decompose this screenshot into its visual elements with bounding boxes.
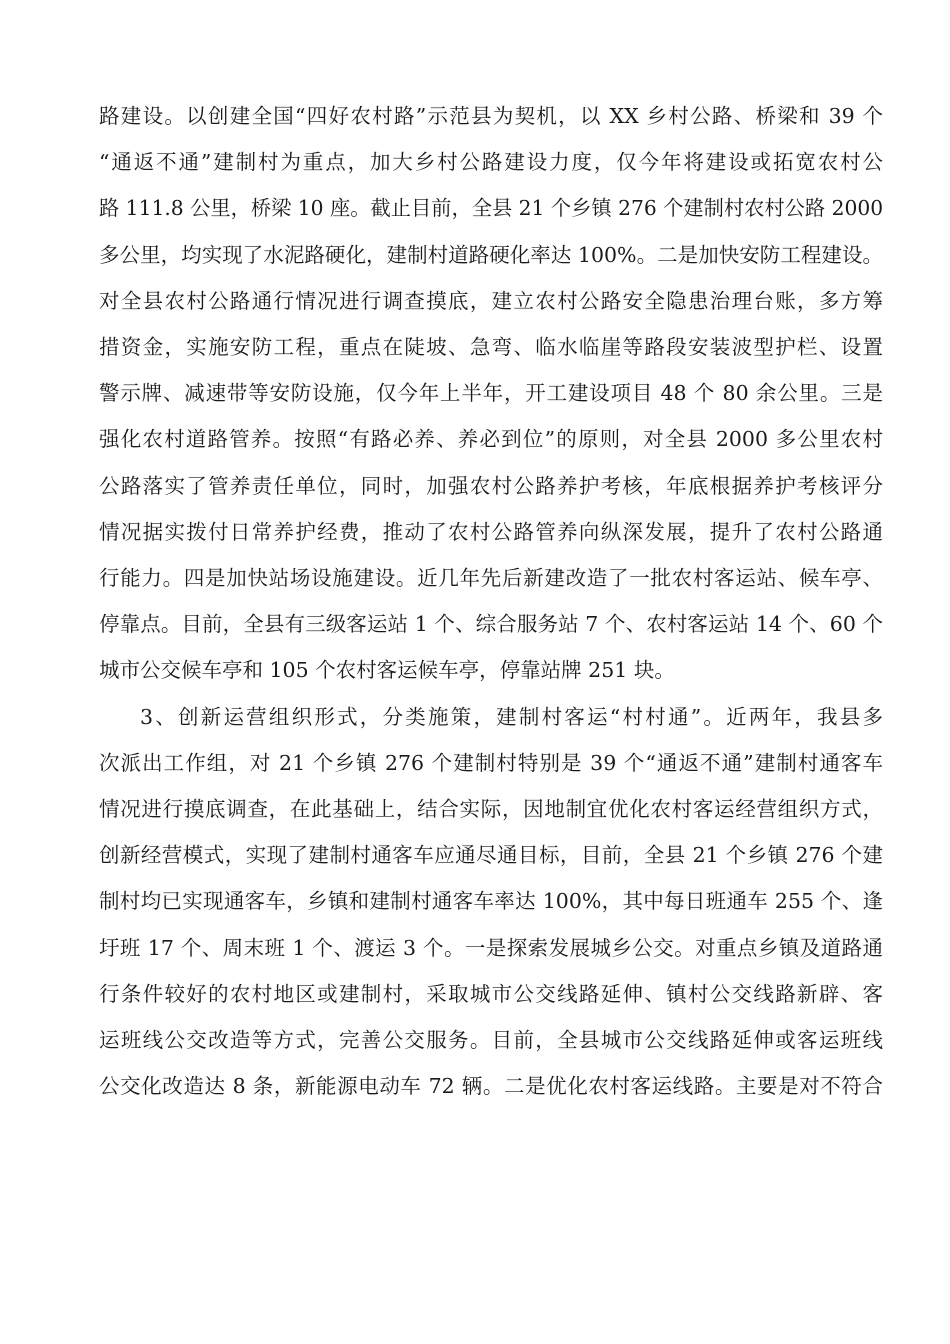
text-line: 制村均已实现通客车，乡镇和建制村通客车率达 100%，其中每日班通车 255 个、逢 [99, 889, 883, 914]
text-line: “通返不通”建制村为重点，加大乡村公路建设力度，仅今年将建设或拓宽农村公 [99, 150, 883, 175]
text-line: 公路落实了管养责任单位，同时，加强农村公路养护考核，年底根据养护考核评分 [99, 473, 883, 498]
text-line: 次派出工作组，对 21 个乡镇 276 个建制村特别是 39 个“通返不通”建制村通客车 [99, 750, 883, 775]
text-line: 行条件较好的农村地区或建制村，采取城市公交线路延伸、镇村公交线路新辟、客 [99, 981, 883, 1006]
text-line: 多公里，均实现了水泥路硬化，建制村道路硬化率达 100%。二是加快安防工程建设。 [99, 242, 883, 267]
paragraph-road-construction [99, 93, 883, 694]
text-line: 情况进行摸底调查，在此基础上，结合实际，因地制宜优化农村客运经营组织方式， [99, 797, 883, 822]
text-line: 路建设。以创建全国“四好农村路”示范县为契机，以 XX 乡村公路、桥梁和 39 个 [99, 104, 883, 128]
paragraph-village-bus-service [99, 694, 883, 1110]
text-line: 警示牌、减速带等安防设施，仅今年上半年，开工建设项目 48 个 80 余公里。三是 [99, 381, 883, 406]
text-line: 城市公交候车亭和 105 个农村客运候车亭，停靠站牌 251 块。 [99, 658, 675, 683]
text-line: 圩班 17 个、周末班 1 个、渡运 3 个。一是探索发展城乡公交。对重点乡镇及道路通 [99, 935, 883, 960]
text-line: 运班线公交改造等方式，完善公交服务。目前，全县城市公交线路延伸或客运班线 [99, 1028, 883, 1053]
text-line: 情况据实拨付日常养护经费，推动了农村公路管养向纵深发展，提升了农村公路通 [99, 519, 883, 544]
text-line: 公交化改造达 8 条，新能源电动车 72 辆。二是优化农村客运线路。主要是对不符合 [99, 1074, 883, 1099]
text-line: 创新经营模式，实现了建制村通客车应通尽通目标，目前，全县 21 个乡镇 276 个建 [99, 843, 883, 868]
text-line: 3、创新运营组织形式，分类施策，建制村客运“村村通”。近两年，我县多 [140, 704, 883, 729]
text-line: 停靠点。目前，全县有三级客运站 1 个、综合服务站 7 个、农村客运站 14 个、60 个 [99, 612, 883, 637]
document-body [99, 93, 883, 1109]
text-line: 对全县农村公路通行情况进行调查摸底，建立农村公路安全隐患治理台账，多方筹 [99, 288, 883, 313]
text-line: 措资金，实施安防工程，重点在陡坡、急弯、临水临崖等路段安装波型护栏、设置 [99, 335, 883, 360]
text-line: 行能力。四是加快站场设施建设。近几年先后新建改造了一批农村客运站、候车亭、 [99, 566, 883, 591]
text-line: 强化农村道路管养。按照“有路必养、养必到位”的原则，对全县 2000 多公里农村 [99, 427, 883, 452]
text-line: 路 111.8 公里，桥梁 10 座。截止目前，全县 21 个乡镇 276 个建制村农村公路 2000 [99, 196, 884, 221]
